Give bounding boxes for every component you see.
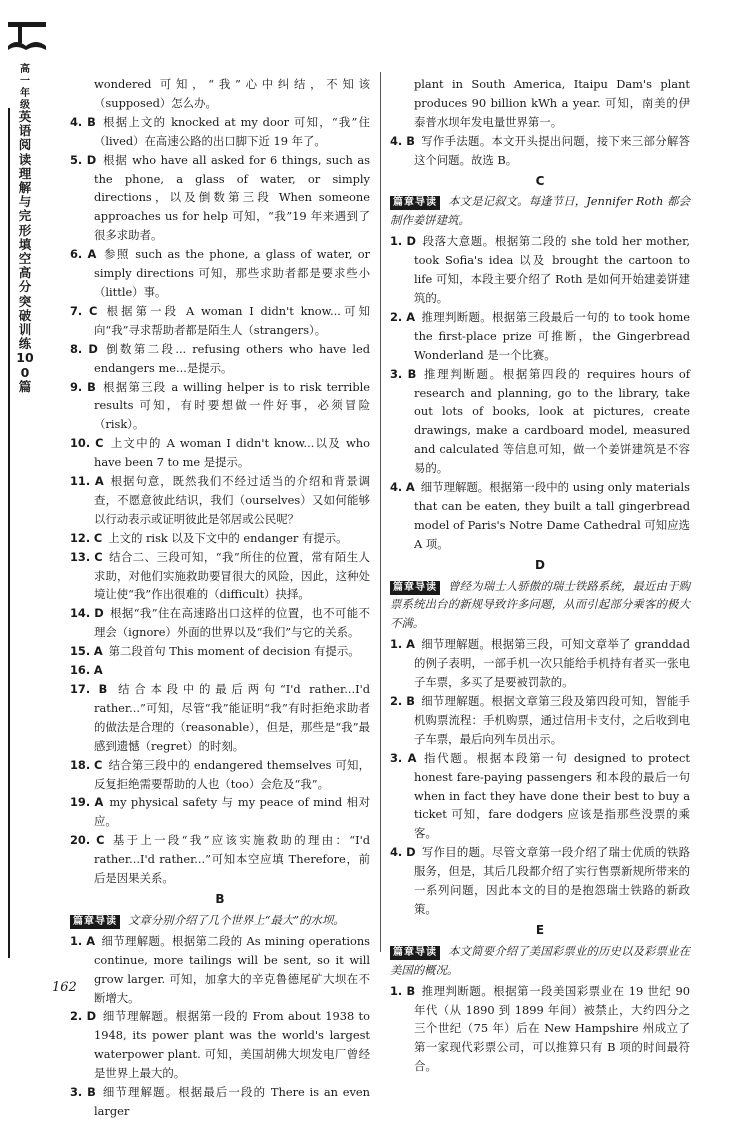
answer-explanation: 根据第一段 A woman I didn't know...可知向“我”寻求帮助者都是陌生人（strangers）。 [94,303,370,337]
answer-item [70,340,370,378]
question-number: 3. [390,750,403,765]
grade-label: 高一年级 [20,64,30,111]
passage-guide-text: 本文简要介绍了美国彩票业的历史以及彩票业在美国的概况。 [390,943,690,977]
answer-item [70,245,370,302]
answer-item [70,831,370,888]
question-number: 4. [390,480,403,495]
answer-letter: A [86,933,96,948]
answer-letter: C [94,549,103,564]
question-number: 19. [70,795,91,810]
answer-continuation: plant in South America, Itaipu Dam's plant produces 90 billion kWh a year. 可知，南美的伊泰普水坝年发电量世界第一。 [414,77,690,129]
passage-guide-tag: 篇章导读 [70,915,120,929]
answer-letter: A [87,247,97,262]
question-number: 20. [70,833,91,848]
answer-item [70,1007,370,1083]
passage-guide-tag: 篇章导读 [390,581,440,595]
page-number: 162 [52,980,77,995]
answer-letter: A [94,795,104,810]
answer-letter: A [406,637,415,652]
answer-explanation: 根据第三段 a willing helper is to risk terrible results 可知，有时要想做一件好事，必须冒险（risk）。 [94,379,370,432]
question-number: 1. [70,933,83,948]
answer-explanation: 写作目的题。尽管文章第一段介绍了瑞士优质的铁路服务，但是，其后几段都介绍了实行售票新规所带来的一系列问题，因此本文的目的是抱怨瑞士铁路的新政策。 [414,845,690,916]
answer-explanation: 根据句意，既然我们不经过适当的介绍和背景调查，不愿意彼此结识，我们（ourselves）又如何能够以行动表示或证明彼此是邻居或公民呢？ [94,474,370,526]
answer-letter: A [94,474,104,489]
answer-item [70,793,370,831]
question-number: 14. [70,606,91,621]
question-number: 1. [390,637,403,652]
answer-item [70,604,370,642]
answer-letter: D [86,152,97,167]
question-number: 7. [70,303,83,318]
passage-guide-c [390,192,690,230]
answer-explanation: 细节理解题。根据第一段中的 using only materials that can be eaten, they built a tall gingerbread model of Paris's Notre Dame Cathedral 可知应选 A 项。 [414,480,690,551]
answer-letter: A [407,750,417,765]
left-column [70,75,370,1121]
answer-item [390,232,690,308]
question-number: 4. [70,114,83,129]
question-number: 3. [70,1085,83,1100]
answer-letter: C [95,436,104,451]
section-letter-e: E [535,922,545,937]
question-number: 2. [70,1009,83,1024]
answer-item [390,308,690,365]
answer-letter: A [406,309,416,324]
answer-letter: C [89,303,98,318]
passage-guide-text: 曾经为瑞士人骄傲的瑞士铁路系统，最近由于购票系统出台的新规导致许多问题，从而引起部分乘客的极大不满。 [390,578,690,631]
answer-explanation: 结合本段中的最后两句“I'd rather...I'd rather...”可知，尽管“我”能证明“我”有时拒绝求助者的做法是合理的（reasonable），但是，那些是“我”最感到遗憾（regret）的时刻。 [94,682,370,753]
answer-letter: A [405,480,415,495]
answer-item [390,692,690,749]
question-number: 17. [70,682,91,696]
answer-item [390,749,690,844]
answer-item [70,151,370,246]
answer-letter: C [96,833,105,848]
answer-explanation: 上文的 risk 以及下文中的 endanger 有提示。 [108,530,348,545]
answer-item [70,113,370,151]
book-logo-icon [6,18,48,56]
question-number: 5. [70,152,83,167]
question-number: 18. [70,757,91,772]
answer-letter: A [93,644,103,659]
answer-explanation: 细节理解题。根据第一段的 From about 1938 to 1948, its power plant was the world's largest waterpower plant. 可知，美国胡佛大坝发电厂曾经是世界上最大的。 [94,1009,370,1081]
question-number: 2. [390,309,403,324]
question-number: 16. [70,663,91,678]
answer-explanation: 推理判断题。根据第一段美国彩票业在 19 世纪 90 年代（从 1890 到 1899 年间）被禁止，大约四分之三个世纪（75 年）后在 New Hampshire 州成立了第一家现代彩票公司，可以推算只有 B 项的时间最符合。 [414,983,690,1074]
answer-item [70,756,370,794]
answer-item [70,548,370,605]
question-number: 1. [390,234,403,249]
answer-explanation: 指代题。根据本段第一句 designed to protect honest fare-paying passengers 和本段的最后一句 when in fact they have done their best to buy a ticket 可知，fare dodgers 应该是指那些没票的乘客。 [414,750,690,841]
answer-letter: D [406,845,416,860]
answer-item [70,680,370,756]
passage-guide-text: 本文是记叙文。每逢节日，Jennifer Roth 都会制作姜饼建筑。 [390,194,690,228]
answer-explanation: 根据上文的 knocked at my door 可知，“我”住（lived）在高速公路的出口脚下近 19 年了。 [94,114,371,148]
passage-guide-e [390,942,690,980]
answer-continuation: wondered 可知，“我”心中纠结，不知该（supposed）怎么办。 [94,77,370,110]
answer-letter: B [406,694,415,708]
right-column [390,75,690,1076]
answer-item [390,365,690,478]
answer-item [70,434,370,472]
answer-item [70,932,370,1008]
answer-letter: D [94,606,104,621]
answer-explanation: 第二段首句 This moment of decision 有提示。 [108,644,360,659]
answer-letter: D [88,341,98,356]
question-number: 15. [70,644,91,659]
answer-item [70,472,370,529]
answer-explanation: my physical safety 与 my peace of mind 相对应。 [94,795,371,829]
answer-item [70,302,370,340]
answer-explanation: 推理判断题。根据第四段的 requires hours of research and planning, go to the library, take out lots of books, look at pictures, create drawings, make a cardboard model, measured and calculated 等信息可知，做一个姜饼建筑是不容易的。 [414,366,690,476]
answer-letter: D [86,1009,97,1024]
question-number: 9. [70,379,83,394]
answer-letter: B [87,1085,96,1100]
question-number: 4. [390,845,403,860]
answer-item [390,635,690,692]
answer-explanation: 结合二、三段可知，“我”所住的位置，常有陌生人求助，对他们实施救助要冒很大的风险，因此，这种处境让使“我”作出很难的（difficult）抉择。 [94,549,370,602]
answer-item [390,132,690,170]
answer-explanation: 段落大意题。根据第二段的 she told her mother, took Sofia's idea 以及 brought the cartoon to life 可知，本段主要介绍了 Roth 是如何开始建姜饼建筑的。 [414,234,690,305]
question-number: 12. [70,530,91,545]
section-letter-d: D [535,557,545,572]
answer-item [70,529,370,548]
answer-letter: A [93,663,103,678]
answer-letter: C [94,757,103,772]
answer-item [390,982,690,1077]
question-number: 1. [390,983,403,998]
answer-explanation: 结合第三段中的 endangered themselves 可知，反复拒绝需要帮助的人也（too）会危及“我”。 [94,757,370,791]
question-number: 10. [70,436,91,451]
answer-item [70,642,370,661]
question-number: 6. [70,247,83,262]
answer-explanation: 细节理解题。根据第三段，可知文章举了 granddad 的例子表明，一部手机一次只能给手机持有者买一张电子车票，多买了是要被罚款的。 [414,637,691,690]
answer-explanation: 细节理解题。根据最后一段的 There is an even larger [94,1085,371,1118]
answer-explanation: 写作手法题。本文开头提出问题，接下来三部分解答这个问题。故选 B。 [414,133,690,167]
passage-guide-tag: 篇章导读 [390,196,440,210]
passage-guide-d [390,577,690,634]
answer-explanation: 推理判断题。根据第三段最后一句的 to took home the first-place prize 可推断，the Gingerbread Wonderland 是一个比赛。 [414,309,690,362]
answer-item [70,378,370,435]
answer-explanation: 细节理解题。根据文章第三段及第四段可知，智能手机购票流程：手机购票，通过信用卡支付，之后收到电子车票，最后向列车员出示。 [414,694,690,746]
answer-explanation: 上文中的 A woman I didn't know...以及 who have been 7 to me 是提示。 [94,436,370,470]
question-number: 3. [390,366,403,381]
answer-explanation: 细节理解题。根据第二段的 As mining operations continue, more tailings will be sent, so it will grow larger. 可知，加拿大的辛克鲁德尾矿大坝在不断增大。 [94,933,371,1005]
question-number: 4. [390,133,403,148]
answer-letter: B [406,133,415,148]
answer-letter: B [406,983,416,998]
passage-guide-b [70,911,370,930]
question-number: 11. [70,474,91,489]
answer-explanation: 参照 such as the phone, a glass of water, or simply directions 可知，那些求助者都是要求些小（little）事。 [94,247,370,299]
question-number: 8. [70,341,83,356]
answer-letter: B [407,366,417,381]
section-letter-c: C [535,173,545,188]
answer-explanation: 根据 who have all asked for 6 things, such as the phone, a glass of water, or simply directions，以及倒数第三段 When someone approaches us for help 可知，“我”19 年来遇到了很多求助者。 [94,152,370,243]
spine-rule [8,108,10,958]
column-divider [380,72,381,952]
answer-item [390,478,690,554]
question-number: 2. [390,694,403,708]
answer-letter: D [406,234,416,249]
answer-letter: B [98,682,108,696]
answer-explanation: 根据“我”住在高速路出口这样的位置，也不可能不理会（ignore）外面的世界以及“我们”与它的关系。 [94,606,371,640]
answer-item [390,843,690,919]
book-spine [0,0,52,1014]
answer-letter: B [87,379,96,394]
question-number: 13. [70,549,91,564]
series-title: 英语阅读理解与完形填空高分突破训练100篇 [16,109,34,394]
section-letter-b: B [215,891,225,906]
answer-letter: B [87,114,96,129]
answer-item [70,661,370,680]
answer-letter: C [93,530,103,545]
passage-guide-text: 文章分别介绍了几个世界上“最大”的水坝。 [128,912,345,927]
answer-item [70,1083,370,1121]
passage-guide-tag: 篇章导读 [390,946,440,960]
answer-explanation: 基于上一段“我”应该实施救助的理由：“I'd rather...I'd rather...”可知本空应填 Therefore，前后是因果关系。 [94,833,370,886]
answer-explanation: 倒数第二段... refusing others who have led endangers me...是提示。 [94,341,371,375]
